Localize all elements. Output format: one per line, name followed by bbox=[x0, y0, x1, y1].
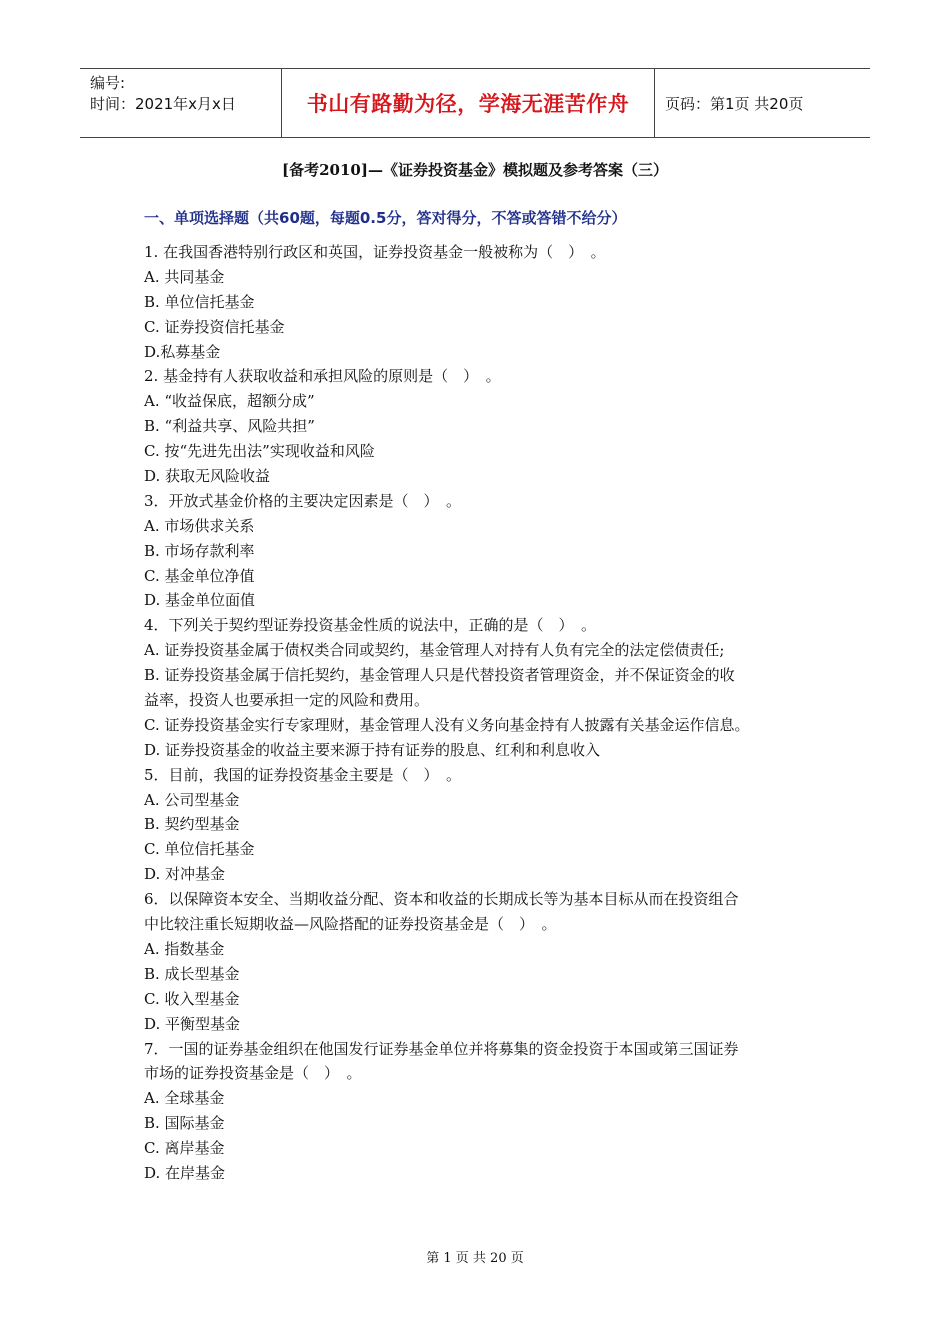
text-line: 2. 基金持有人获取收益和承担风险的原则是（ ） 。 bbox=[144, 367, 501, 386]
document-title: [备考2010]—《证券投资基金》模拟题及参考答案（三） bbox=[282, 161, 668, 179]
page-info-text: 页码：第1页 共20页 bbox=[665, 94, 804, 113]
text-line: 市场的证券投资基金是（ ） 。 bbox=[144, 1064, 362, 1083]
text-line: A. 市场供求关系 bbox=[144, 516, 255, 535]
text-line: 7．一国的证券基金组织在他国发行证券基金单位并将募集的资金投资于本国或第三国证券 bbox=[144, 1039, 739, 1058]
text-line: C. 离岸基金 bbox=[144, 1139, 225, 1158]
text-line: 1. 在我国香港特别行政区和英国，证券投资基金一般被称为（ ） 。 bbox=[144, 243, 606, 261]
text-line: A. 共同基金 bbox=[144, 267, 225, 286]
text-line: D. 平衡型基金 bbox=[144, 1014, 241, 1033]
text-line: A. 指数基金 bbox=[144, 939, 225, 958]
text-line: A. 证券投资基金属于债权类合同或契约，基金管理人对持有人负有完全的法定偿债责任; bbox=[144, 641, 725, 660]
header-motto-cell bbox=[281, 69, 655, 137]
text-line: 6．以保障资本安全、当期收益分配、资本和收益的长期成长等为基本目标从而在投资组合 bbox=[144, 890, 739, 909]
text-line: C. 证券投资基金实行专家理财，基金管理人没有义务向基金持有人披露有关基金运作信息。 bbox=[144, 715, 750, 734]
text-line: D.私募基金 bbox=[144, 342, 221, 361]
text-line: C. 基金单位净值 bbox=[144, 566, 255, 585]
question-list bbox=[144, 240, 824, 1186]
time-label: 时间：2021年x月x日 bbox=[90, 95, 236, 113]
header-page-info bbox=[655, 69, 870, 137]
text-line: D. 基金单位面值 bbox=[144, 591, 256, 610]
text-line: B. 证券投资基金属于信托契约，基金管理人只是代替投资者管理资金，并不保证资金的收 bbox=[144, 666, 735, 685]
text-line: B. 市场存款利率 bbox=[144, 541, 255, 560]
text-line: A. “收益保底，超额分成” bbox=[144, 392, 315, 411]
text-line: C. 按“先进先出法”实现收益和风险 bbox=[144, 442, 375, 461]
text-line: B. 契约型基金 bbox=[144, 815, 240, 834]
text-line: A. 全球基金 bbox=[144, 1089, 225, 1108]
text-line: D. 获取无风险收益 bbox=[144, 467, 271, 486]
text-line: D. 证券投资基金的收益主要来源于持有证券的股息、红利和利息收入 bbox=[144, 740, 601, 759]
text-line: 5．目前，我国的证券投资基金主要是（ ） 。 bbox=[144, 765, 462, 784]
text-line: 益率，投资人也要承担一定的风险和费用。 bbox=[144, 691, 430, 710]
text-line: C. 单位信托基金 bbox=[144, 840, 255, 859]
text-line: D. 对冲基金 bbox=[144, 865, 226, 884]
text-line: A. 公司型基金 bbox=[144, 790, 240, 809]
section-heading: 一、单项选择题（共60题，每题0.5分，答对得分，不答或答错不给分） bbox=[144, 209, 627, 227]
text-line: B. 单位信托基金 bbox=[144, 292, 255, 311]
text-line: 4．下列关于契约型证券投资基金性质的说法中，正确的是（ ） 。 bbox=[144, 616, 597, 635]
text-line: D. 在岸基金 bbox=[144, 1163, 226, 1182]
page-footer: 第 1 页 共 20 页 bbox=[426, 1251, 524, 1266]
header-meta bbox=[80, 69, 281, 137]
text-line: B. 国际基金 bbox=[144, 1114, 225, 1133]
text-line: C. 证券投资信托基金 bbox=[144, 317, 285, 336]
text-line: B. 成长型基金 bbox=[144, 964, 240, 983]
text-line: 中比较注重长短期收益—风险搭配的证券投资基金是（ ） 。 bbox=[144, 915, 557, 934]
text-line: C. 收入型基金 bbox=[144, 989, 240, 1008]
motto-text: 书山有路勤为径，学海无涯苦作舟 bbox=[306, 92, 630, 116]
document-header bbox=[80, 68, 870, 138]
text-line: B. “利益共享、风险共担” bbox=[144, 417, 315, 436]
number-label: 编号: bbox=[90, 74, 126, 92]
text-line: 3．开放式基金价格的主要决定因素是（ ） 。 bbox=[144, 491, 462, 510]
